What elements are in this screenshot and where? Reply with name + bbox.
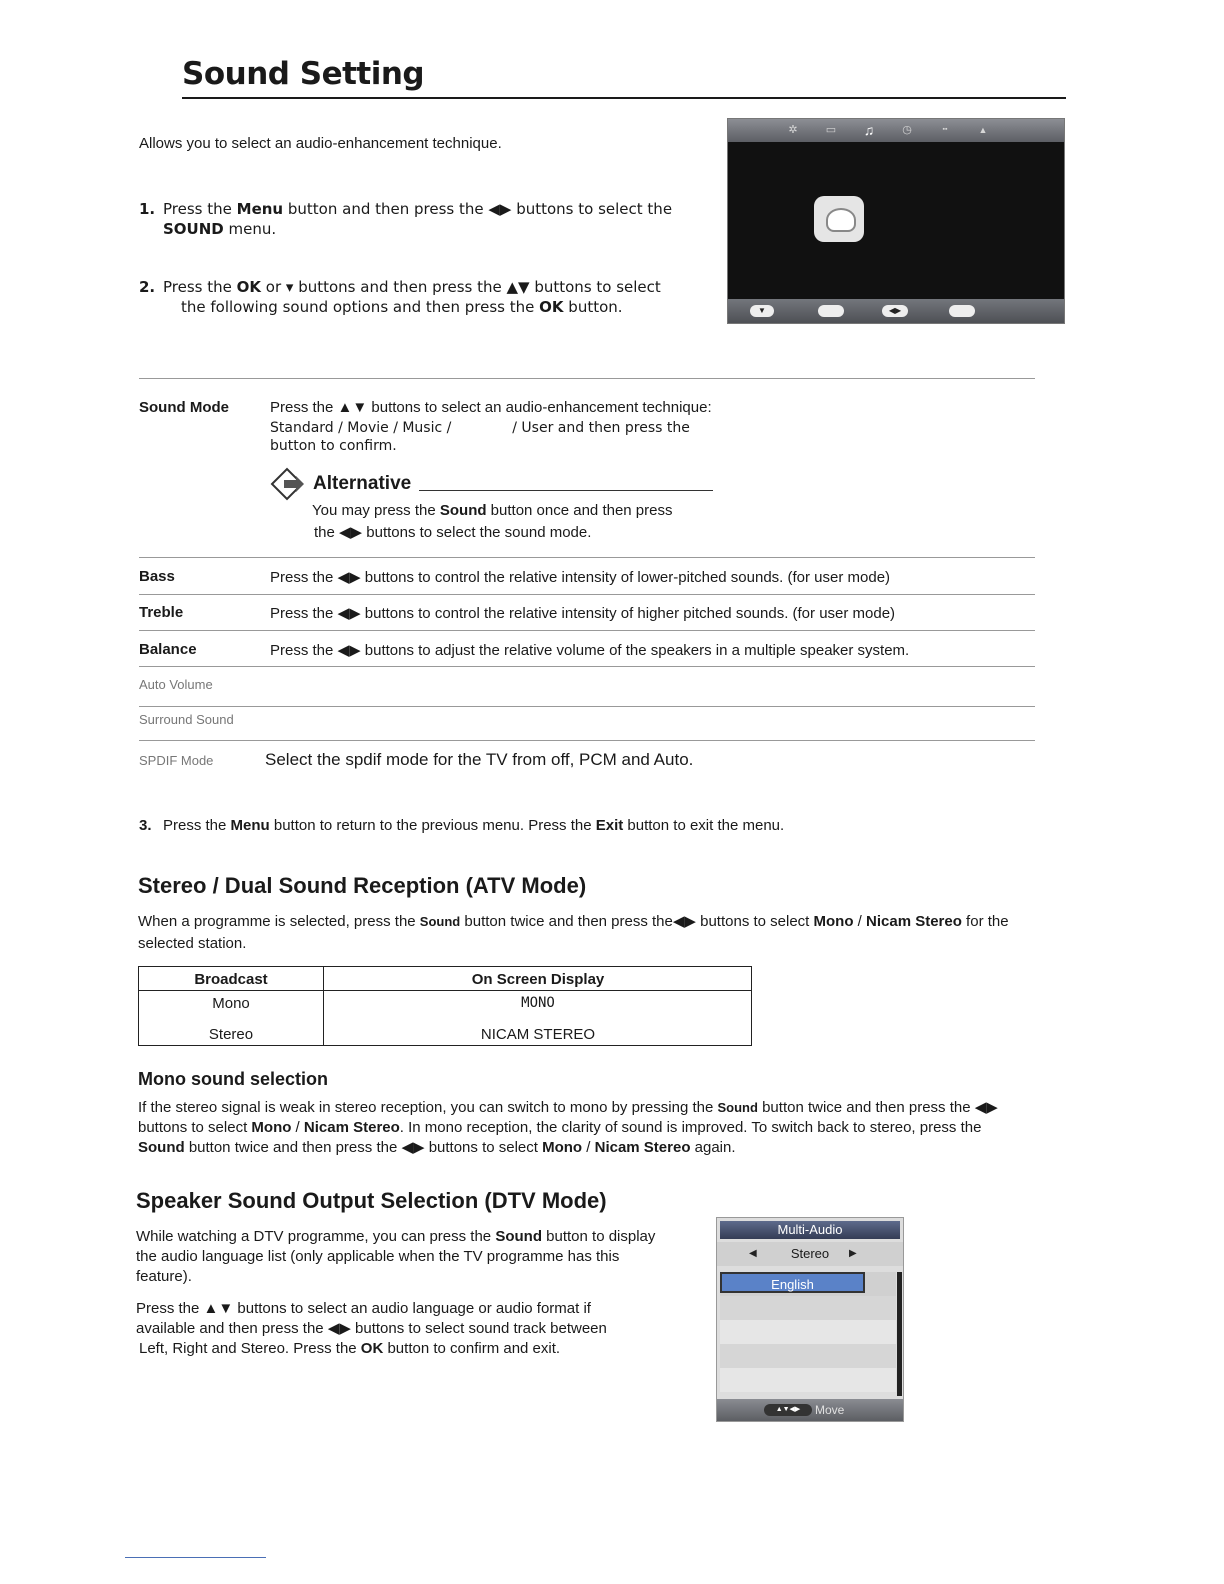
mono-text-d: . In mono reception, the clarity of sound is improved. To switch back to stereo, press the xyxy=(399,1119,982,1136)
stereo-section-heading: Stereo / Dual Sound Reception (ATV Mode) xyxy=(138,873,587,898)
table-cell: Stereo xyxy=(208,1026,254,1043)
treble-label: Treble xyxy=(139,604,184,621)
alternative-underline xyxy=(419,490,713,491)
ok-key-label: OK xyxy=(360,1340,384,1357)
stereo-text-c: for the xyxy=(961,913,1009,930)
gear-icon: ✲ xyxy=(788,124,798,136)
table-divider xyxy=(139,740,1035,741)
sound-key-label: Sound xyxy=(495,1228,542,1245)
audio-mode-selector[interactable] xyxy=(717,1242,903,1266)
mono-label: Mono xyxy=(251,1119,292,1136)
mono-line-1 xyxy=(138,1098,998,1118)
mono-label: Mono xyxy=(813,913,854,930)
mono-label: Mono xyxy=(542,1139,583,1156)
step-3-text-a: Press the xyxy=(163,817,231,834)
sound-mode-desc-1: Press the ▲▼ buttons to select an audio-enhancement technique: xyxy=(270,399,712,416)
table-divider xyxy=(139,666,1035,667)
separator: / xyxy=(853,913,867,930)
alternative-text-b: button once and then press xyxy=(486,502,673,519)
page-title: Sound Setting xyxy=(182,56,425,92)
mono-text-b: button twice and then press the ◀▶ xyxy=(757,1099,998,1116)
mono-section-heading: Mono sound selection xyxy=(138,1069,329,1089)
multi-audio-footer xyxy=(717,1399,903,1421)
list-item[interactable] xyxy=(720,1296,896,1320)
ok-key-label: OK xyxy=(236,278,262,296)
stereo-text-a: When a programme is selected, press the xyxy=(138,913,420,930)
stereo-paragraph-2: selected station. xyxy=(138,935,247,952)
treble-desc: Press the ◀▶ buttons to control the relative intensity of higher pitched sounds. (for user mode) xyxy=(270,605,896,622)
table-cell: MONO xyxy=(521,995,555,1011)
table-divider xyxy=(139,706,1035,707)
step-3-number: 3. xyxy=(139,817,152,834)
separator: / xyxy=(582,1139,595,1156)
nicam-stereo-label: Nicam Stereo xyxy=(303,1119,400,1136)
nicam-stereo-label: Nicam Stereo xyxy=(594,1139,691,1156)
auto-volume-label: Auto Volume xyxy=(139,677,213,692)
left-arrow-icon[interactable]: ◀ xyxy=(749,1248,757,1259)
speaker-text-b: button to display xyxy=(541,1228,656,1245)
right-arrow-icon[interactable]: ▶ xyxy=(849,1248,857,1259)
tv-menu-hint-bar xyxy=(728,299,1064,323)
tv-sound-menu-screenshot xyxy=(727,118,1065,324)
stereo-text-b: button twice and then press the◀▶ buttons to select xyxy=(460,913,814,930)
stereo-paragraph-1 xyxy=(138,912,1009,932)
exit-key-label: Exit xyxy=(595,817,624,834)
table-divider xyxy=(139,630,1035,631)
speaker-text-a: While watching a DTV programme, you can press the xyxy=(136,1228,496,1245)
sound-mode-desc-2 xyxy=(270,420,690,436)
sound-logo-icon xyxy=(814,196,864,242)
step-2-cont xyxy=(181,297,623,317)
table-cell: NICAM STEREO xyxy=(480,1026,596,1043)
list-item[interactable] xyxy=(720,1368,896,1392)
step-2-text-d: button. xyxy=(563,298,623,316)
step-2 xyxy=(139,277,661,297)
speaker-text-c: Left, Right and Stereo. Press the xyxy=(139,1340,361,1357)
lock-icon: ▲ xyxy=(978,125,988,135)
bass-label: Bass xyxy=(139,568,175,585)
broadcast-table xyxy=(138,966,752,1046)
step-3-text-b: button to return to the previous menu. Press the xyxy=(269,817,596,834)
music-note-icon: ♫ xyxy=(863,122,875,138)
surround-sound-label: Surround Sound xyxy=(139,712,234,727)
step-1 xyxy=(139,199,672,219)
speaker-text-d: button to confirm and exit. xyxy=(383,1340,561,1357)
intro-text: Allows you to select an audio-enhancement technique. xyxy=(139,135,502,152)
menu-key-label-2: Menu xyxy=(230,817,270,834)
sound-key-label: Sound xyxy=(439,502,487,519)
speaker-section-heading: Speaker Sound Output Selection (DTV Mode) xyxy=(136,1188,607,1213)
mono-text-e: button twice and then press the ◀▶ buttons to select xyxy=(184,1139,543,1156)
step-2-text-a: Press the xyxy=(163,278,237,296)
alternative-text-2: the ◀▶ buttons to select the sound mode. xyxy=(314,524,592,541)
step-1-number: 1. xyxy=(139,200,156,218)
move-hint-label: Move xyxy=(815,1403,845,1417)
spdif-mode-desc: Select the spdif mode for the TV from off, PCM and Auto. xyxy=(265,750,694,769)
mono-text-f: again. xyxy=(690,1139,736,1156)
clock-icon: ◷ xyxy=(902,124,912,136)
left-right-key-icon: ◀▶ xyxy=(882,305,908,317)
speaker-line-1 xyxy=(136,1227,655,1247)
grid-icon: ▪▪ xyxy=(942,126,948,133)
spdif-mode-label: SPDIF Mode xyxy=(139,753,214,768)
sound-menu-label: SOUND xyxy=(163,220,224,238)
footer-rule xyxy=(125,1557,266,1558)
step-1-text-b: button and then press the ◀▶ buttons to select the xyxy=(283,200,673,218)
balance-label: Balance xyxy=(139,641,197,658)
separator: / xyxy=(291,1119,304,1136)
bass-desc: Press the ◀▶ buttons to control the relative intensity of lower-pitched sounds. (for user mode) xyxy=(270,569,891,586)
arrow-keys-icon: ▲▼◀▶ xyxy=(764,1404,812,1416)
key-pill-icon xyxy=(818,305,844,317)
speaker-line-5: available and then press the ◀▶ buttons to select sound track between xyxy=(136,1320,607,1337)
table-header-divider xyxy=(139,990,751,991)
step-2-number: 2. xyxy=(139,278,156,296)
speaker-line-3: feature). xyxy=(136,1268,192,1285)
speaker-line-2: the audio language list (only applicable when the TV programme has this xyxy=(136,1248,620,1265)
alternative-title: Alternative xyxy=(313,473,412,494)
step-2-text-b: or ▾ buttons and then press the ▲▼ buttons to select xyxy=(261,278,661,296)
sound-mode-options: Standard / Movie / Music / xyxy=(270,420,456,436)
table-header-osd: On Screen Display xyxy=(471,971,605,988)
nicam-stereo-label: Nicam Stereo xyxy=(866,913,962,930)
multi-audio-title: Multi-Audio xyxy=(720,1221,900,1239)
sound-mode-options-b: / User and then press the xyxy=(507,420,690,436)
alternative-arrow-icon xyxy=(270,467,306,501)
mono-text-a: If the stereo signal is weak in stereo reception, you can switch to mono by pressing the xyxy=(138,1099,718,1116)
speaker-line-4: Press the ▲▼ buttons to select an audio language or audio format if xyxy=(136,1300,591,1317)
multi-audio-dialog xyxy=(716,1217,904,1422)
table-header-broadcast: Broadcast xyxy=(194,971,268,988)
step-2-text-c: the following sound options and then press the xyxy=(181,298,540,316)
title-underline xyxy=(182,97,1066,99)
table-cell: Mono xyxy=(212,995,250,1012)
balance-desc: Press the ◀▶ buttons to adjust the relative volume of the speakers in a multiple speaker system. xyxy=(270,642,910,659)
tv-menu-icon-bar xyxy=(728,119,1064,142)
mono-text-c: buttons to select xyxy=(138,1119,252,1136)
scrollbar[interactable] xyxy=(897,1272,902,1396)
alternative-text-1 xyxy=(312,502,673,519)
monitor-icon: ▭ xyxy=(825,124,837,136)
list-item[interactable] xyxy=(720,1320,896,1344)
sound-mode-desc-3: button to confirm. xyxy=(270,438,397,454)
audio-mode-value: Stereo xyxy=(790,1246,830,1261)
sound-key-label: Sound xyxy=(717,1100,758,1115)
mono-line-3 xyxy=(138,1138,736,1158)
key-pill-icon xyxy=(949,305,975,317)
table-divider xyxy=(139,557,1035,558)
speaker-line-6 xyxy=(139,1339,560,1359)
ok-key-label-2: OK xyxy=(539,298,564,316)
step-1-text-c: menu. xyxy=(223,220,277,238)
step-3 xyxy=(139,817,784,834)
down-key-icon: ▼ xyxy=(750,305,774,317)
step-1-cont xyxy=(163,219,276,239)
step-3-text-c: button to exit the menu. xyxy=(623,817,785,834)
mono-line-2 xyxy=(138,1118,981,1138)
alternative-text-a: You may press the xyxy=(312,502,440,519)
sound-key-label: Sound xyxy=(138,1139,185,1156)
table-divider xyxy=(139,378,1035,379)
table-divider xyxy=(139,594,1035,595)
menu-key-label: Menu xyxy=(236,200,284,218)
audio-language-english[interactable]: English xyxy=(720,1272,865,1293)
step-1-text-a: Press the xyxy=(163,200,237,218)
sound-mode-label: Sound Mode xyxy=(139,399,229,416)
sound-key-label: Sound xyxy=(419,914,461,929)
list-item[interactable] xyxy=(720,1344,896,1368)
